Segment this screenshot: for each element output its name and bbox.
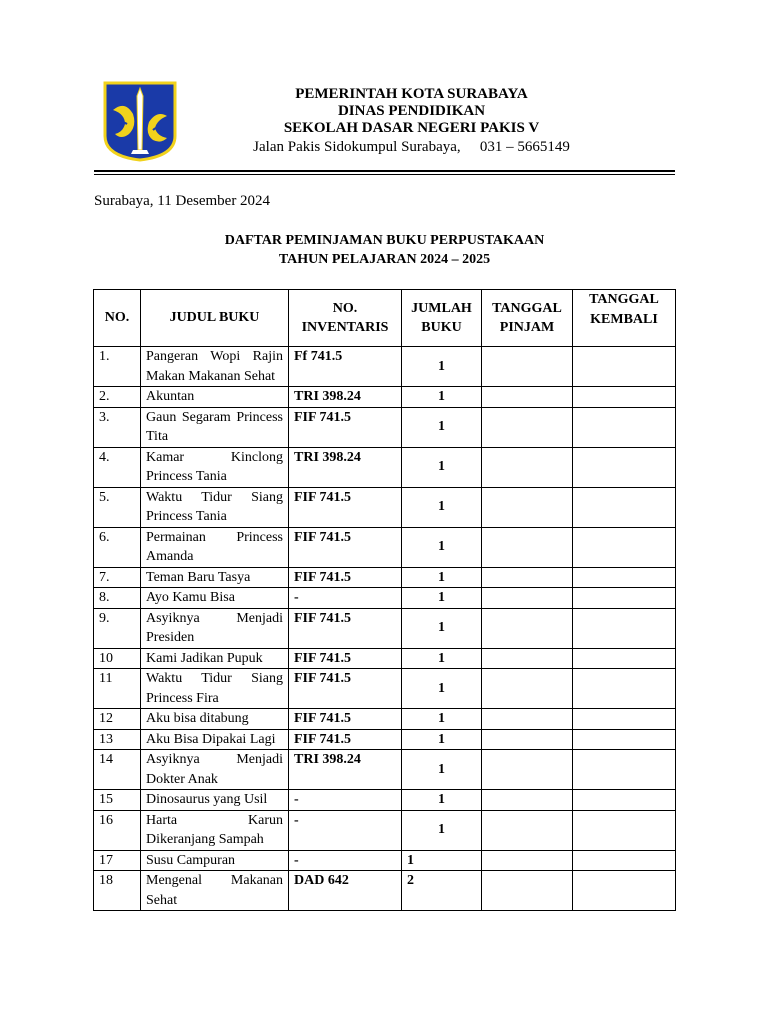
table-row bbox=[94, 608, 676, 648]
table-row bbox=[94, 527, 676, 567]
cell-jumlah: 1 bbox=[402, 407, 482, 447]
cell-no: 7. bbox=[94, 567, 141, 588]
cell-jumlah: 1 bbox=[402, 347, 482, 387]
cell-inventaris: FIF 741.5 bbox=[289, 709, 402, 730]
cell-no: 13 bbox=[94, 729, 141, 750]
cell-inventaris: FIF 741.5 bbox=[289, 487, 402, 527]
cell-jumlah: 1 bbox=[402, 487, 482, 527]
government-line: PEMERINTAH KOTA SURABAYA bbox=[295, 86, 528, 102]
cell-tanggal-pinjam bbox=[482, 527, 573, 567]
cell-judul: Asyiknya Menjadi Dokter Anak bbox=[141, 750, 289, 790]
cell-judul: Teman Baru Tasya bbox=[141, 567, 289, 588]
col-header-judul: JUDUL BUKU bbox=[141, 290, 289, 347]
school-address: Jalan Pakis Sidokumpul Surabaya, 031 – 5665149 bbox=[260, 139, 563, 155]
cell-judul: Ayo Kamu Bisa bbox=[141, 588, 289, 609]
cell-judul: Aku Bisa Dipakai Lagi bbox=[141, 729, 289, 750]
header-divider-thick bbox=[94, 170, 675, 172]
letter-date: Surabaya, 11 Desember 2024 bbox=[94, 193, 271, 209]
cell-judul: Akuntan bbox=[141, 387, 289, 408]
cell-jumlah: 2 bbox=[402, 871, 482, 911]
table-row bbox=[94, 669, 676, 709]
cell-inventaris: - bbox=[289, 810, 402, 850]
cell-judul: Permainan Princess Amanda bbox=[141, 527, 289, 567]
table-row bbox=[94, 810, 676, 850]
cell-judul: Pangeran Wopi Rajin Makan Makanan Sehat bbox=[141, 347, 289, 387]
cell-tanggal-kembali bbox=[573, 729, 676, 750]
cell-tanggal-kembali bbox=[573, 347, 676, 387]
cell-jumlah: 1 bbox=[402, 810, 482, 850]
cell-jumlah: 1 bbox=[402, 729, 482, 750]
cell-judul: Asyiknya Menjadi Presiden bbox=[141, 608, 289, 648]
cell-no: 1. bbox=[94, 347, 141, 387]
cell-inventaris: FIF 741.5 bbox=[289, 669, 402, 709]
cell-tanggal-pinjam bbox=[482, 588, 573, 609]
cell-inventaris: TRI 398.24 bbox=[289, 447, 402, 487]
cell-judul: Kamar Kinclong Princess Tania bbox=[141, 447, 289, 487]
col-header-jumlah: JUMLAH BUKU bbox=[402, 290, 482, 347]
cell-no: 16 bbox=[94, 810, 141, 850]
cell-jumlah: 1 bbox=[402, 850, 482, 871]
table-row bbox=[94, 407, 676, 447]
cell-no: 4. bbox=[94, 447, 141, 487]
cell-judul: Dinosaurus yang Usil bbox=[141, 790, 289, 811]
cell-tanggal-pinjam bbox=[482, 567, 573, 588]
cell-tanggal-kembali bbox=[573, 407, 676, 447]
table-row bbox=[94, 850, 676, 871]
table-row bbox=[94, 871, 676, 911]
cell-tanggal-kembali bbox=[573, 669, 676, 709]
cell-jumlah: 1 bbox=[402, 709, 482, 730]
cell-tanggal-kembali bbox=[573, 790, 676, 811]
document-title bbox=[94, 231, 675, 269]
cell-tanggal-pinjam bbox=[482, 387, 573, 408]
cell-no: 5. bbox=[94, 487, 141, 527]
col-header-no: NO. bbox=[94, 290, 141, 347]
table-row bbox=[94, 447, 676, 487]
cell-jumlah: 1 bbox=[402, 527, 482, 567]
cell-judul: Waktu Tidur Siang Princess Tania bbox=[141, 487, 289, 527]
cell-no: 3. bbox=[94, 407, 141, 447]
school-name: SEKOLAH DASAR NEGERI PAKIS V bbox=[283, 120, 540, 136]
cell-tanggal-kembali bbox=[573, 387, 676, 408]
table-row bbox=[94, 588, 676, 609]
cell-no: 15 bbox=[94, 790, 141, 811]
cell-tanggal-pinjam bbox=[482, 669, 573, 709]
title-line-1: DAFTAR PEMINJAMAN BUKU PERPUSTAKAAN bbox=[224, 233, 545, 248]
cell-tanggal-pinjam bbox=[482, 850, 573, 871]
cell-no: 2. bbox=[94, 387, 141, 408]
cell-judul: Kami Jadikan Pupuk bbox=[141, 648, 289, 669]
cell-tanggal-pinjam bbox=[482, 871, 573, 911]
cell-inventaris: - bbox=[289, 850, 402, 871]
cell-no: 17 bbox=[94, 850, 141, 871]
cell-tanggal-kembali bbox=[573, 871, 676, 911]
cell-inventaris: - bbox=[289, 588, 402, 609]
cell-inventaris: FIF 741.5 bbox=[289, 729, 402, 750]
cell-tanggal-pinjam bbox=[482, 447, 573, 487]
table-row bbox=[94, 567, 676, 588]
cell-no: 18 bbox=[94, 871, 141, 911]
table-row bbox=[94, 750, 676, 790]
cell-tanggal-pinjam bbox=[482, 347, 573, 387]
col-header-pinjam: TANGGAL PINJAM bbox=[482, 290, 573, 347]
cell-no: 10 bbox=[94, 648, 141, 669]
cell-tanggal-kembali bbox=[573, 567, 676, 588]
table-row bbox=[94, 790, 676, 811]
cell-jumlah: 1 bbox=[402, 567, 482, 588]
cell-inventaris: DAD 642 bbox=[289, 871, 402, 911]
cell-inventaris: FIF 741.5 bbox=[289, 608, 402, 648]
cell-no: 9. bbox=[94, 608, 141, 648]
cell-no: 12 bbox=[94, 709, 141, 730]
cell-inventaris: TRI 398.24 bbox=[289, 750, 402, 790]
cell-tanggal-kembali bbox=[573, 608, 676, 648]
cell-no: 14 bbox=[94, 750, 141, 790]
cell-tanggal-pinjam bbox=[482, 407, 573, 447]
letterhead bbox=[190, 86, 633, 156]
cell-tanggal-kembali bbox=[573, 527, 676, 567]
cell-tanggal-kembali bbox=[573, 447, 676, 487]
title-line-2: TAHUN PELAJARAN 2024 – 2025 bbox=[278, 252, 491, 267]
cell-tanggal-kembali bbox=[573, 750, 676, 790]
table-row bbox=[94, 709, 676, 730]
cell-judul: Susu Campuran bbox=[141, 850, 289, 871]
table-header-row bbox=[94, 290, 676, 347]
cell-jumlah: 1 bbox=[402, 387, 482, 408]
cell-judul: Mengenal Makanan Sehat bbox=[141, 871, 289, 911]
cell-jumlah: 1 bbox=[402, 447, 482, 487]
cell-tanggal-pinjam bbox=[482, 709, 573, 730]
table-row bbox=[94, 729, 676, 750]
cell-tanggal-pinjam bbox=[482, 750, 573, 790]
cell-no: 11 bbox=[94, 669, 141, 709]
cell-inventaris: TRI 398.24 bbox=[289, 387, 402, 408]
cell-tanggal-pinjam bbox=[482, 810, 573, 850]
cell-inventaris: - bbox=[289, 790, 402, 811]
table-row bbox=[94, 347, 676, 387]
cell-tanggal-kembali bbox=[573, 850, 676, 871]
cell-tanggal-pinjam bbox=[482, 729, 573, 750]
cell-jumlah: 1 bbox=[402, 790, 482, 811]
loan-table bbox=[93, 289, 676, 911]
table-row bbox=[94, 648, 676, 669]
cell-inventaris: FIF 741.5 bbox=[289, 407, 402, 447]
col-header-inventaris: NO. INVENTARIS bbox=[289, 290, 402, 347]
cell-jumlah: 1 bbox=[402, 588, 482, 609]
cell-tanggal-kembali bbox=[573, 709, 676, 730]
cell-jumlah: 1 bbox=[402, 648, 482, 669]
cell-inventaris: Ff 741.5 bbox=[289, 347, 402, 387]
cell-no: 8. bbox=[94, 588, 141, 609]
cell-judul: Gaun Segaram Princess Tita bbox=[141, 407, 289, 447]
cell-jumlah: 1 bbox=[402, 750, 482, 790]
cell-tanggal-kembali bbox=[573, 487, 676, 527]
cell-tanggal-pinjam bbox=[482, 608, 573, 648]
cell-judul: Harta Karun Dikeranjang Sampah bbox=[141, 810, 289, 850]
cell-no: 6. bbox=[94, 527, 141, 567]
cell-tanggal-pinjam bbox=[482, 487, 573, 527]
cell-tanggal-kembali bbox=[573, 648, 676, 669]
header-divider-thin bbox=[94, 174, 675, 175]
cell-tanggal-pinjam bbox=[482, 648, 573, 669]
city-emblem-icon bbox=[103, 80, 177, 162]
cell-tanggal-kembali bbox=[573, 810, 676, 850]
cell-inventaris: FIF 741.5 bbox=[289, 527, 402, 567]
table-row bbox=[94, 487, 676, 527]
cell-inventaris: FIF 741.5 bbox=[289, 648, 402, 669]
table-row bbox=[94, 387, 676, 408]
cell-judul: Aku bisa ditabung bbox=[141, 709, 289, 730]
cell-jumlah: 1 bbox=[402, 669, 482, 709]
cell-tanggal-kembali bbox=[573, 588, 676, 609]
cell-jumlah: 1 bbox=[402, 608, 482, 648]
cell-inventaris: FIF 741.5 bbox=[289, 567, 402, 588]
col-header-kembali: TANGGAL KEMBALI bbox=[573, 290, 676, 347]
cell-judul: Waktu Tidur Siang Princess Fira bbox=[141, 669, 289, 709]
department-line: DINAS PENDIDIKAN bbox=[337, 103, 486, 119]
cell-tanggal-pinjam bbox=[482, 790, 573, 811]
